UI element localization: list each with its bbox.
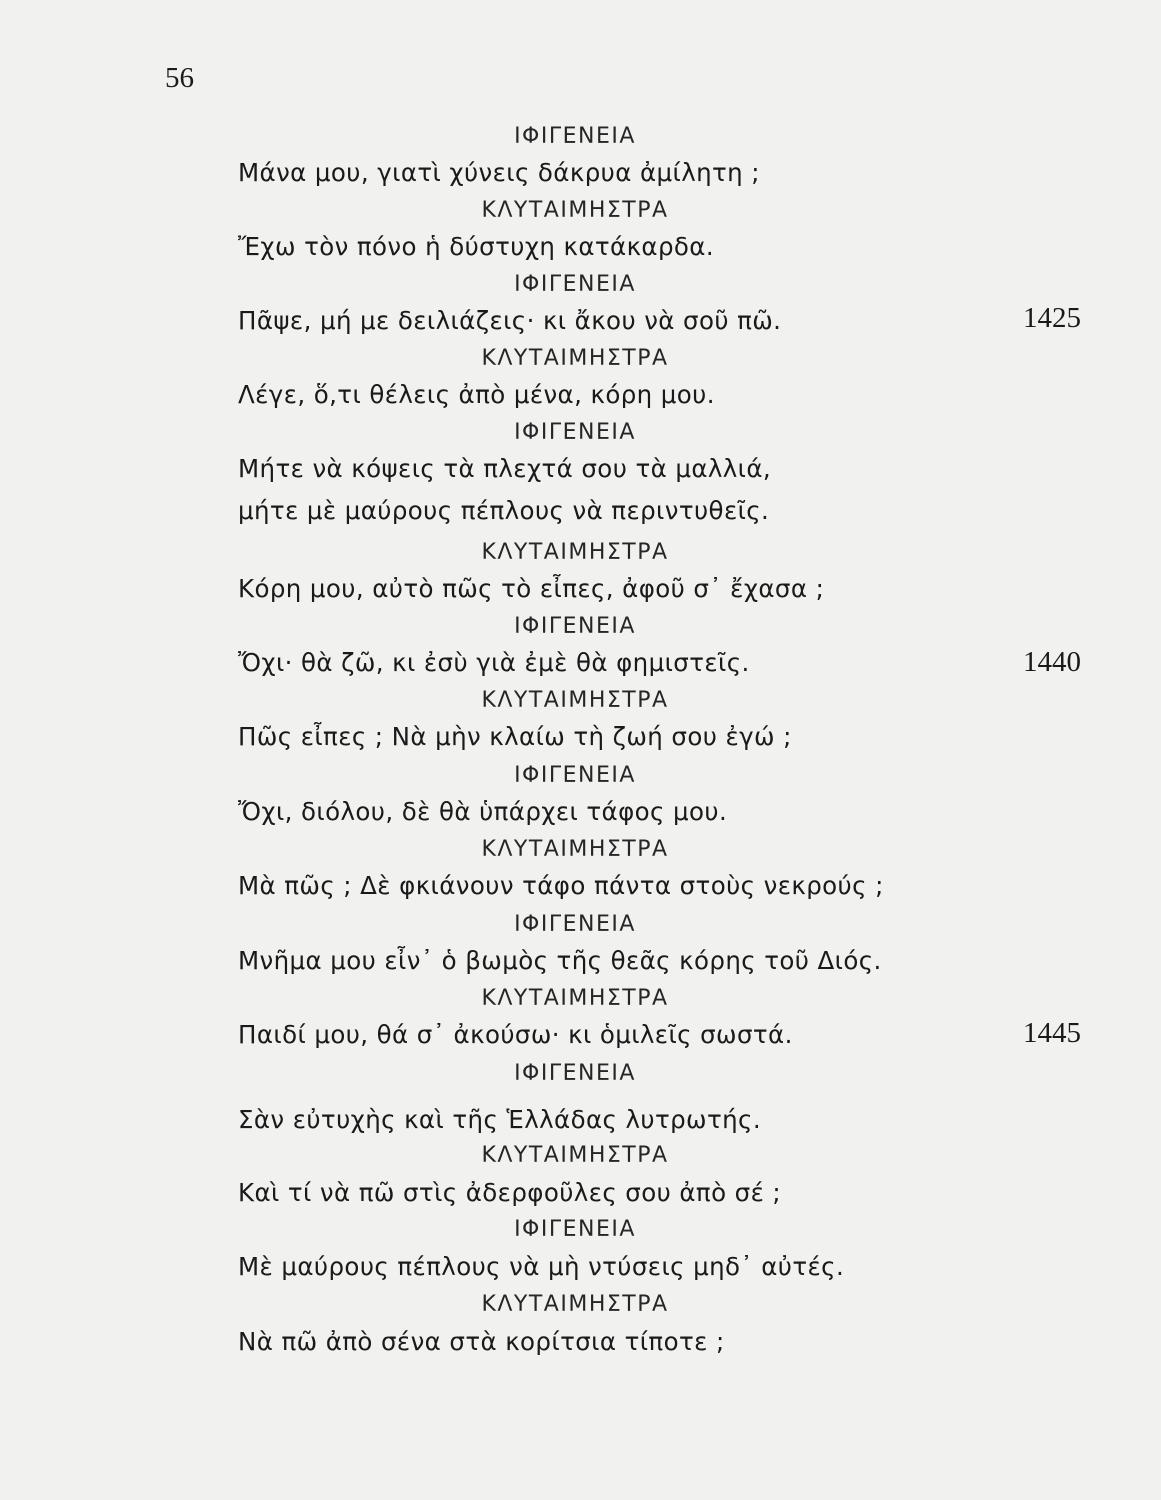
speaker-label: ΙΦΙΓΕΝΕΙΑ — [514, 1061, 636, 1086]
verse-line: Παιδί μου, θά σ᾽ ἀκούσω· κι ὁμιλεῖς σωστά. — [238, 1020, 793, 1049]
verse-line: Πᾶψε, μή με δειλιάζεις· κι ἄκου νὰ σοῦ πῶ. — [238, 306, 782, 335]
verse-line: Μήτε νὰ κόψεις τὰ πλεχτά σου τὰ μαλλιά, — [238, 454, 772, 483]
speaker-label: ΚΛΥΤΑΙΜΗΣΤΡΑ — [481, 986, 669, 1011]
verse-line: μήτε μὲ μαύρους πέπλους νὰ περιντυθεῖς. — [238, 496, 770, 525]
speaker-label: ΚΛΥΤΑΙΜΗΣΤΡΑ — [481, 1292, 669, 1317]
line-number: 1445 — [1023, 1017, 1081, 1049]
speaker-label: ΙΦΙΓΕΝΕΙΑ — [514, 763, 636, 788]
verse-line: Νὰ πῶ ἀπὸ σένα στὰ κορίτσια τίποτε ; — [238, 1327, 725, 1356]
verse-line: Ὄχι· θὰ ζῶ, κι ἐσὺ γιὰ ἐμὲ θὰ φημιστεῖς. — [238, 648, 750, 677]
verse-line: Μνῆμα μου εἶν᾽ ὁ βωμὸς τῆς θεᾶς κόρης τοῦ Διός. — [238, 946, 882, 975]
verse-line: Ὄχι, διόλου, δὲ θὰ ὑπάρχει τάφος μου. — [238, 797, 728, 826]
verse-line: Λέγε, ὅ,τι θέλεις ἀπὸ μένα, κόρη μου. — [238, 380, 715, 409]
speaker-label: ΚΛΥΤΑΙΜΗΣΤΡΑ — [481, 837, 669, 862]
verse-line: Ἔχω τὸν πόνο ἡ δύστυχη κατάκαρδα. — [238, 232, 715, 261]
speaker-label: ΚΛΥΤΑΙΜΗΣΤΡΑ — [481, 1143, 669, 1168]
speaker-label: ΙΦΙΓΕΝΕΙΑ — [514, 614, 636, 639]
verse-line: Μὰ πῶς ; Δὲ φκιάνουν τάφο πάντα στοὺς νεκρούς ; — [238, 871, 884, 900]
speaker-label: ΚΛΥΤΑΙΜΗΣΤΡΑ — [481, 346, 669, 371]
speaker-label: ΚΛΥΤΑΙΜΗΣΤΡΑ — [481, 198, 669, 223]
verse-line: Πῶς εἶπες ; Νὰ μὴν κλαίω τὴ ζωή σου ἐγώ ; — [238, 722, 792, 751]
speaker-label: ΙΦΙΓΕΝΕΙΑ — [514, 124, 636, 149]
verse-line: Σὰν εὐτυχὴς καὶ τῆς Ἑλλάδας λυτρωτής. — [238, 1105, 762, 1134]
speaker-label: ΚΛΥΤΑΙΜΗΣΤΡΑ — [481, 688, 669, 713]
verse-line: Μάνα μου, γιατὶ χύνεις δάκρυα ἀμίλητη ; — [238, 158, 760, 187]
line-number: 1440 — [1023, 646, 1081, 678]
verse-line: Καὶ τί νὰ πῶ στὶς ἀδερφοῦλες σου ἀπὸ σέ ; — [238, 1178, 782, 1207]
line-number: 1425 — [1023, 302, 1081, 334]
page-number: 56 — [165, 62, 194, 94]
speaker-label: ΙΦΙΓΕΝΕΙΑ — [514, 420, 636, 445]
speaker-label: ΚΛΥΤΑΙΜΗΣΤΡΑ — [481, 540, 669, 565]
speaker-label: ΙΦΙΓΕΝΕΙΑ — [514, 272, 636, 297]
speaker-label: ΙΦΙΓΕΝΕΙΑ — [514, 912, 636, 937]
speaker-label: ΙΦΙΓΕΝΕΙΑ — [514, 1217, 636, 1242]
verse-line: Κόρη μου, αὐτὸ πῶς τὸ εἶπες, ἀφοῦ σ᾽ ἔχασα ; — [238, 574, 825, 603]
verse-line: Μὲ μαύρους πέπλους νὰ μὴ ντύσεις μηδ᾽ αὐτές. — [238, 1252, 845, 1281]
